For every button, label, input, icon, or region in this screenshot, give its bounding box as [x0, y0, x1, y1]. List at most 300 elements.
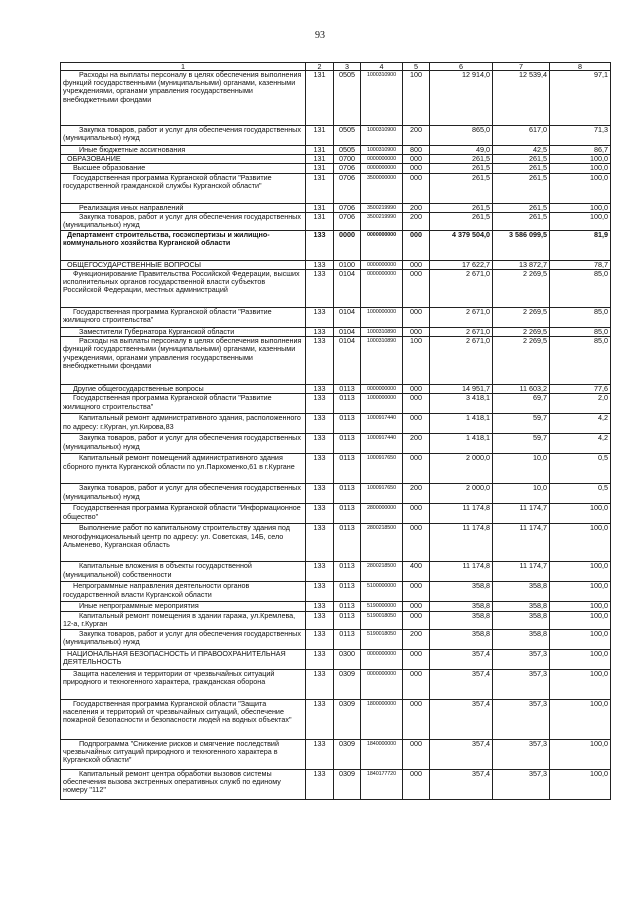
table-row — [61, 146, 611, 155]
cell-name: Реализация иных направлений — [61, 203, 306, 212]
table-body — [61, 71, 611, 800]
cell-planned: 358,8 — [430, 611, 493, 629]
cell-expense-type: 100 — [403, 71, 430, 126]
table-row — [61, 164, 611, 173]
cell-executed: 12 539,4 — [493, 71, 550, 126]
cell-admin-code: 133 — [306, 504, 334, 524]
cell-target-code: 1000310890 — [361, 337, 403, 385]
cell-executed: 357,3 — [493, 769, 550, 799]
cell-executed: 358,8 — [493, 629, 550, 649]
cell-percent: 100,0 — [550, 649, 611, 669]
cell-admin-code: 131 — [306, 126, 334, 146]
cell-executed: 2 269,5 — [493, 270, 550, 308]
cell-planned: 358,8 — [430, 602, 493, 611]
cell-executed: 261,5 — [493, 212, 550, 230]
cell-target-code: 0000000000 — [361, 260, 403, 269]
cell-admin-code: 133 — [306, 739, 334, 769]
column-header: 4 — [361, 63, 403, 71]
cell-expense-type: 000 — [403, 769, 430, 799]
cell-expense-type: 000 — [403, 164, 430, 173]
cell-executed: 3 586 099,5 — [493, 230, 550, 260]
cell-target-code: 2800218500 — [361, 524, 403, 562]
table-row — [61, 230, 611, 260]
cell-expense-type: 000 — [403, 504, 430, 524]
table-row — [61, 582, 611, 602]
cell-section-code: 0113 — [334, 562, 361, 582]
cell-target-code: 1000310900 — [361, 71, 403, 126]
cell-section-code: 0104 — [334, 308, 361, 328]
cell-admin-code: 131 — [306, 155, 334, 164]
cell-percent: 0,5 — [550, 454, 611, 484]
cell-executed: 357,3 — [493, 649, 550, 669]
cell-name: Закупка товаров, работ и услуг для обеспечения государственных (муниципальных) нужд — [61, 434, 306, 454]
cell-planned: 2 671,0 — [430, 337, 493, 385]
cell-section-code: 0104 — [334, 337, 361, 385]
cell-target-code: 0000000000 — [361, 669, 403, 699]
cell-expense-type: 000 — [403, 155, 430, 164]
cell-section-code: 0100 — [334, 260, 361, 269]
cell-name: Защита населения и территории от чрезвычайных ситуаций природного и техногенного характера, гражданская оборона — [61, 669, 306, 699]
cell-section-code: 0113 — [334, 611, 361, 629]
cell-name: Капитальные вложения в объекты государственной (муниципальной) собственности — [61, 562, 306, 582]
cell-percent: 100,0 — [550, 164, 611, 173]
cell-executed: 358,8 — [493, 602, 550, 611]
cell-name: Капитальный ремонт помещения в здании гаража, ул.Кремлева, 12-а, г.Курган — [61, 611, 306, 629]
cell-executed: 357,3 — [493, 699, 550, 739]
cell-section-code: 0113 — [334, 414, 361, 434]
cell-target-code: 0000000000 — [361, 155, 403, 164]
cell-executed: 261,5 — [493, 203, 550, 212]
cell-name: Расходы на выплаты персоналу в целях обеспечения выполнения функций государственными (муниципальными) органами, казенными учреждениями, органами управления государственными внебюджетными фондами — [61, 337, 306, 385]
cell-name: Расходы на выплаты персоналу в целях обеспечения выполнения функций государственными (муниципальными) органами, казенными учреждениями, органами управления государственными внебюджетными фондами — [61, 71, 306, 126]
cell-target-code: 1000917440 — [361, 434, 403, 454]
cell-executed: 10,0 — [493, 484, 550, 504]
table-row — [61, 394, 611, 414]
cell-planned: 11 174,8 — [430, 504, 493, 524]
cell-percent: 85,0 — [550, 270, 611, 308]
cell-section-code: 0706 — [334, 164, 361, 173]
cell-target-code: 0000000000 — [361, 230, 403, 260]
table-row — [61, 629, 611, 649]
cell-percent: 100,0 — [550, 739, 611, 769]
cell-name: Закупка товаров, работ и услуг для обеспечения государственных (муниципальных) нужд — [61, 484, 306, 504]
cell-section-code: 0113 — [334, 394, 361, 414]
cell-executed: 10,0 — [493, 454, 550, 484]
cell-admin-code: 133 — [306, 260, 334, 269]
cell-expense-type: 000 — [403, 582, 430, 602]
cell-planned: 357,4 — [430, 699, 493, 739]
cell-expense-type: 000 — [403, 602, 430, 611]
cell-target-code: 1840000000 — [361, 739, 403, 769]
cell-name: Закупка товаров, работ и услуг для обеспечения государственных (муниципальных) нужд — [61, 629, 306, 649]
table-row — [61, 71, 611, 126]
cell-target-code: 1000000000 — [361, 308, 403, 328]
cell-name: Государственная программа Курганской области "Развитие государственной гражданской службы Курганской области" — [61, 173, 306, 203]
cell-expense-type: 000 — [403, 260, 430, 269]
cell-expense-type: 100 — [403, 337, 430, 385]
cell-section-code: 0309 — [334, 669, 361, 699]
cell-target-code: 3500219990 — [361, 203, 403, 212]
cell-admin-code: 133 — [306, 337, 334, 385]
cell-admin-code: 131 — [306, 173, 334, 203]
table-row — [61, 126, 611, 146]
cell-target-code: 3500219990 — [361, 212, 403, 230]
cell-expense-type: 000 — [403, 394, 430, 414]
cell-section-code: 0113 — [334, 385, 361, 394]
cell-name: Другие общегосударственные вопросы — [61, 385, 306, 394]
cell-target-code: 1000917440 — [361, 414, 403, 434]
cell-target-code: 1000917650 — [361, 484, 403, 504]
table-row — [61, 602, 611, 611]
table-row — [61, 739, 611, 769]
cell-name: Государственная программа Курганской области "Информационное общество" — [61, 504, 306, 524]
cell-section-code: 0104 — [334, 328, 361, 337]
cell-name: Высшее образование — [61, 164, 306, 173]
cell-percent: 100,0 — [550, 769, 611, 799]
table-row — [61, 434, 611, 454]
cell-name: Иные непрограммные мероприятия — [61, 602, 306, 611]
cell-expense-type: 200 — [403, 629, 430, 649]
cell-name: Государственная программа Курганской области "Развитие жилищного строительства" — [61, 308, 306, 328]
cell-section-code: 0113 — [334, 629, 361, 649]
cell-target-code: 0000000000 — [361, 164, 403, 173]
cell-section-code: 0113 — [334, 454, 361, 484]
cell-planned: 2 671,0 — [430, 270, 493, 308]
cell-executed: 11 174,7 — [493, 524, 550, 562]
cell-percent: 100,0 — [550, 699, 611, 739]
cell-planned: 2 000,0 — [430, 484, 493, 504]
cell-planned: 2 671,0 — [430, 328, 493, 337]
cell-section-code: 0309 — [334, 769, 361, 799]
column-header: 1 — [61, 63, 306, 71]
cell-planned: 261,5 — [430, 155, 493, 164]
cell-target-code: 1000310900 — [361, 146, 403, 155]
cell-executed: 357,3 — [493, 669, 550, 699]
cell-admin-code: 131 — [306, 203, 334, 212]
cell-name: Заместители Губернатора Курганской области — [61, 328, 306, 337]
cell-percent: 100,0 — [550, 173, 611, 203]
cell-expense-type: 000 — [403, 739, 430, 769]
cell-expense-type: 400 — [403, 562, 430, 582]
cell-expense-type: 000 — [403, 230, 430, 260]
cell-expense-type: 000 — [403, 328, 430, 337]
table-row — [61, 669, 611, 699]
cell-executed: 261,5 — [493, 164, 550, 173]
cell-percent: 2,0 — [550, 394, 611, 414]
cell-target-code: 1800000000 — [361, 699, 403, 739]
cell-name: Непрограммные направления деятельности органов государственной власти Курганской области — [61, 582, 306, 602]
cell-name: Функционирование Правительства Российской Федерации, высших исполнительных органов государственной власти субъектов Российской Федерации, местных администраций — [61, 270, 306, 308]
cell-name: ОБРАЗОВАНИЕ — [61, 155, 306, 164]
cell-planned: 14 951,7 — [430, 385, 493, 394]
cell-target-code: 2800218500 — [361, 562, 403, 582]
cell-expense-type: 000 — [403, 270, 430, 308]
cell-target-code: 5190018050 — [361, 611, 403, 629]
cell-expense-type: 000 — [403, 611, 430, 629]
header-row — [61, 63, 611, 71]
table-row — [61, 524, 611, 562]
cell-percent: 100,0 — [550, 524, 611, 562]
cell-planned: 11 174,8 — [430, 562, 493, 582]
table-row — [61, 203, 611, 212]
cell-planned: 1 418,1 — [430, 434, 493, 454]
cell-executed: 42,5 — [493, 146, 550, 155]
cell-admin-code: 133 — [306, 649, 334, 669]
cell-executed: 11 174,7 — [493, 562, 550, 582]
table-row — [61, 212, 611, 230]
cell-admin-code: 133 — [306, 602, 334, 611]
cell-percent: 85,0 — [550, 308, 611, 328]
cell-admin-code: 133 — [306, 582, 334, 602]
table-row — [61, 308, 611, 328]
cell-admin-code: 133 — [306, 699, 334, 739]
cell-expense-type: 200 — [403, 434, 430, 454]
column-header: 8 — [550, 63, 611, 71]
cell-section-code: 0706 — [334, 212, 361, 230]
cell-name: Капитальный ремонт помещений административного здания сборного пункта Курганской области по ул.Пархоменко,61 в г.Кургане — [61, 454, 306, 484]
cell-executed: 11 174,7 — [493, 504, 550, 524]
cell-executed: 69,7 — [493, 394, 550, 414]
cell-section-code: 0505 — [334, 126, 361, 146]
cell-target-code: 2800000000 — [361, 504, 403, 524]
cell-target-code: 1000917650 — [361, 454, 403, 484]
cell-percent: 100,0 — [550, 602, 611, 611]
cell-expense-type: 000 — [403, 173, 430, 203]
cell-section-code: 0300 — [334, 649, 361, 669]
cell-name: ОБЩЕГОСУДАРСТВЕННЫЕ ВОПРОСЫ — [61, 260, 306, 269]
cell-executed: 2 269,5 — [493, 328, 550, 337]
cell-percent: 100,0 — [550, 611, 611, 629]
cell-executed: 2 269,5 — [493, 337, 550, 385]
cell-name: Государственная программа Курганской области "Защита населения и территорий от чрезвычайных ситуаций, обеспечение пожарной безопасности и безопасности людей на водных объектах" — [61, 699, 306, 739]
cell-percent: 77,6 — [550, 385, 611, 394]
cell-expense-type: 000 — [403, 669, 430, 699]
table-row — [61, 414, 611, 434]
cell-admin-code: 133 — [306, 611, 334, 629]
cell-target-code: 1000310900 — [361, 126, 403, 146]
cell-target-code: 1000310890 — [361, 328, 403, 337]
cell-expense-type: 000 — [403, 308, 430, 328]
cell-executed: 261,5 — [493, 155, 550, 164]
cell-planned: 2 000,0 — [430, 454, 493, 484]
cell-name: Капитальный ремонт административного здания, расположенного по адресу: г.Курган, ул.Кирова,83 — [61, 414, 306, 434]
cell-target-code: 1000000000 — [361, 394, 403, 414]
cell-executed: 358,8 — [493, 582, 550, 602]
cell-admin-code: 133 — [306, 230, 334, 260]
cell-expense-type: 200 — [403, 126, 430, 146]
cell-percent: 97,1 — [550, 71, 611, 126]
cell-percent: 85,0 — [550, 337, 611, 385]
cell-target-code: 1840177720 — [361, 769, 403, 799]
cell-target-code: 5190018050 — [361, 629, 403, 649]
cell-percent: 85,0 — [550, 328, 611, 337]
cell-admin-code: 133 — [306, 669, 334, 699]
column-header: 5 — [403, 63, 430, 71]
cell-executed: 59,7 — [493, 434, 550, 454]
cell-planned: 357,4 — [430, 649, 493, 669]
column-header: 7 — [493, 63, 550, 71]
cell-admin-code: 133 — [306, 394, 334, 414]
cell-planned: 261,5 — [430, 164, 493, 173]
cell-percent: 4,2 — [550, 434, 611, 454]
cell-percent: 100,0 — [550, 504, 611, 524]
cell-percent: 86,7 — [550, 146, 611, 155]
cell-section-code: 0706 — [334, 173, 361, 203]
cell-admin-code: 133 — [306, 434, 334, 454]
table-row — [61, 328, 611, 337]
cell-name: Капитальный ремонт центра обработки вызовов системы обеспечения вызова экстренных оперативных служб по единому номеру "112" — [61, 769, 306, 799]
table-row — [61, 173, 611, 203]
cell-name: Государственная программа Курганской области "Развитие жилищного строительства" — [61, 394, 306, 414]
cell-percent: 78,7 — [550, 260, 611, 269]
cell-percent: 100,0 — [550, 562, 611, 582]
cell-expense-type: 800 — [403, 146, 430, 155]
cell-expense-type: 000 — [403, 524, 430, 562]
cell-admin-code: 133 — [306, 454, 334, 484]
cell-planned: 357,4 — [430, 669, 493, 699]
cell-name: Закупка товаров, работ и услуг для обеспечения государственных (муниципальных) нужд — [61, 126, 306, 146]
cell-planned: 261,5 — [430, 173, 493, 203]
cell-executed: 617,0 — [493, 126, 550, 146]
cell-expense-type: 000 — [403, 649, 430, 669]
cell-admin-code: 133 — [306, 270, 334, 308]
cell-expense-type: 200 — [403, 203, 430, 212]
cell-planned: 1 418,1 — [430, 414, 493, 434]
cell-admin-code: 133 — [306, 562, 334, 582]
cell-section-code: 0706 — [334, 203, 361, 212]
cell-section-code: 0700 — [334, 155, 361, 164]
cell-name: Выполнение работ по капитальному строительству здания под многофункциональный центр по адресу: ул. Советская, 14Б, село Альменево, Курганская область — [61, 524, 306, 562]
table-row — [61, 260, 611, 269]
cell-admin-code: 133 — [306, 524, 334, 562]
cell-target-code: 0000000000 — [361, 649, 403, 669]
cell-percent: 100,0 — [550, 203, 611, 212]
cell-admin-code: 133 — [306, 328, 334, 337]
cell-section-code: 0505 — [334, 146, 361, 155]
cell-admin-code: 131 — [306, 212, 334, 230]
cell-section-code: 0000 — [334, 230, 361, 260]
cell-expense-type: 000 — [403, 699, 430, 739]
cell-admin-code: 133 — [306, 629, 334, 649]
cell-planned: 865,0 — [430, 126, 493, 146]
cell-planned: 2 671,0 — [430, 308, 493, 328]
cell-executed: 261,5 — [493, 173, 550, 203]
cell-planned: 357,4 — [430, 769, 493, 799]
cell-admin-code: 133 — [306, 385, 334, 394]
cell-executed: 11 603,2 — [493, 385, 550, 394]
cell-percent: 100,0 — [550, 212, 611, 230]
column-header: 6 — [430, 63, 493, 71]
cell-percent: 100,0 — [550, 155, 611, 164]
table-row — [61, 484, 611, 504]
cell-percent: 100,0 — [550, 582, 611, 602]
cell-planned: 358,8 — [430, 582, 493, 602]
cell-admin-code: 133 — [306, 484, 334, 504]
table-row — [61, 649, 611, 669]
table-row — [61, 699, 611, 739]
cell-section-code: 0113 — [334, 602, 361, 611]
cell-planned: 4 379 504,0 — [430, 230, 493, 260]
cell-expense-type: 200 — [403, 484, 430, 504]
cell-target-code: 0000000000 — [361, 385, 403, 394]
cell-section-code: 0309 — [334, 699, 361, 739]
table-row — [61, 337, 611, 385]
cell-planned: 11 174,8 — [430, 524, 493, 562]
cell-percent: 71,3 — [550, 126, 611, 146]
cell-admin-code: 133 — [306, 308, 334, 328]
column-header: 2 — [306, 63, 334, 71]
cell-section-code: 0113 — [334, 434, 361, 454]
cell-name: НАЦИОНАЛЬНАЯ БЕЗОПАСНОСТЬ И ПРАВООХРАНИТЕЛЬНАЯ ДЕЯТЕЛЬНОСТЬ — [61, 649, 306, 669]
cell-executed: 358,8 — [493, 611, 550, 629]
cell-planned: 49,0 — [430, 146, 493, 155]
budget-table — [60, 62, 611, 800]
cell-percent: 100,0 — [550, 669, 611, 699]
cell-planned: 357,4 — [430, 739, 493, 769]
table-row — [61, 385, 611, 394]
column-header: 3 — [334, 63, 361, 71]
cell-planned: 261,5 — [430, 203, 493, 212]
cell-name: Закупка товаров, работ и услуг для обеспечения государственных (муниципальных) нужд — [61, 212, 306, 230]
cell-name: Иные бюджетные ассигнования — [61, 146, 306, 155]
cell-admin-code: 131 — [306, 164, 334, 173]
cell-percent: 0,5 — [550, 484, 611, 504]
cell-section-code: 0309 — [334, 739, 361, 769]
table-row — [61, 562, 611, 582]
cell-executed: 13 872,7 — [493, 260, 550, 269]
cell-planned: 358,8 — [430, 629, 493, 649]
table-row — [61, 769, 611, 799]
cell-target-code: 5100000000 — [361, 582, 403, 602]
cell-target-code: 5190000000 — [361, 602, 403, 611]
cell-planned: 17 622,7 — [430, 260, 493, 269]
cell-section-code: 0104 — [334, 270, 361, 308]
cell-expense-type: 000 — [403, 414, 430, 434]
cell-target-code: 3500000000 — [361, 173, 403, 203]
cell-name: Подпрограмма "Снижение рисков и смягчение последствий чрезвычайных ситуаций природного и техногенного характера в Курганской области" — [61, 739, 306, 769]
cell-section-code: 0113 — [334, 582, 361, 602]
cell-target-code: 0000000000 — [361, 270, 403, 308]
cell-executed: 59,7 — [493, 414, 550, 434]
table-row — [61, 155, 611, 164]
cell-percent: 81,9 — [550, 230, 611, 260]
cell-expense-type: 000 — [403, 454, 430, 484]
cell-expense-type: 200 — [403, 212, 430, 230]
page-number: 93 — [315, 30, 325, 41]
table-row — [61, 454, 611, 484]
table-row — [61, 611, 611, 629]
cell-section-code: 0113 — [334, 504, 361, 524]
cell-admin-code: 133 — [306, 769, 334, 799]
cell-admin-code: 133 — [306, 414, 334, 434]
cell-planned: 261,5 — [430, 212, 493, 230]
cell-executed: 357,3 — [493, 739, 550, 769]
cell-expense-type: 000 — [403, 385, 430, 394]
cell-admin-code: 131 — [306, 71, 334, 126]
table-row — [61, 270, 611, 308]
cell-percent: 4,2 — [550, 414, 611, 434]
cell-name: Департамент строительства, госэкспертизы и жилищно-коммунального хозяйства Курганской области — [61, 230, 306, 260]
cell-section-code: 0113 — [334, 484, 361, 504]
cell-section-code: 0505 — [334, 71, 361, 126]
cell-planned: 3 418,1 — [430, 394, 493, 414]
cell-percent: 100,0 — [550, 629, 611, 649]
cell-planned: 12 914,0 — [430, 71, 493, 126]
cell-admin-code: 131 — [306, 146, 334, 155]
table-row — [61, 504, 611, 524]
cell-section-code: 0113 — [334, 524, 361, 562]
cell-executed: 2 269,5 — [493, 308, 550, 328]
